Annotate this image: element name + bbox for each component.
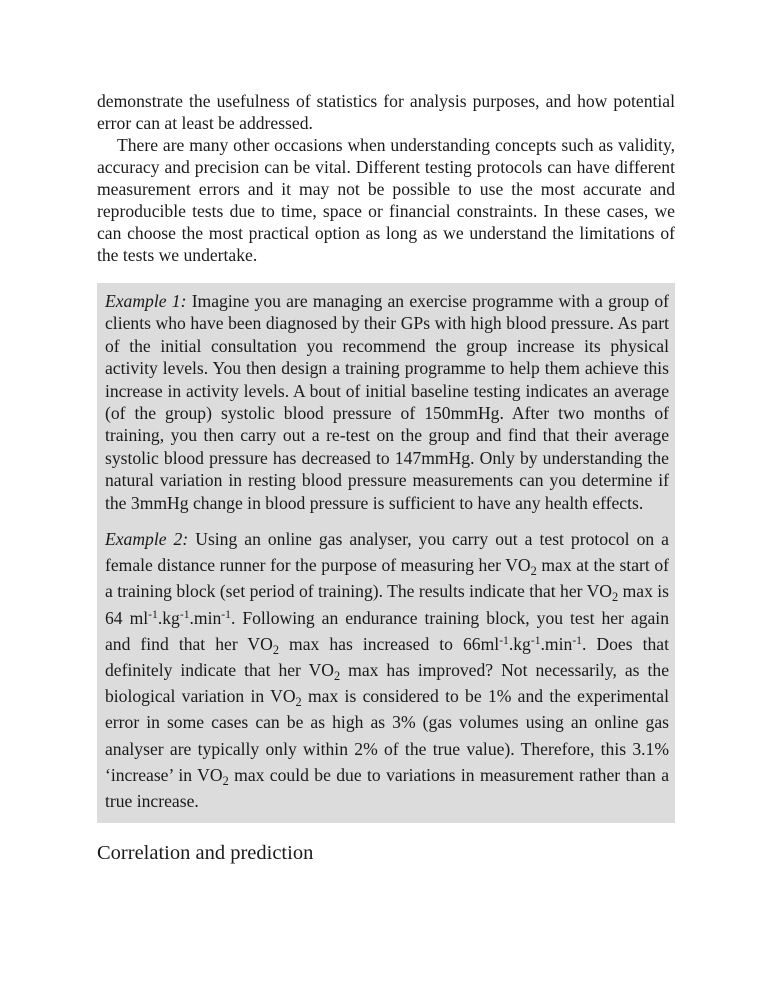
example-2-text: . Following an endurance training block, you test her again and find that her VO [105,607,669,654]
superscript-neg1: -1 [221,607,231,621]
example-2-text: max at the start of a training block (set period of training). The results indicate that her VO [105,555,670,602]
example-2 [105,526,669,814]
example-2-text: max is 64 ml [105,581,669,628]
example-2-text: max could be due to variations in measurement rather than a true increase. [105,764,669,812]
section-heading: Correlation and prediction [97,842,314,865]
examples-box [97,283,675,823]
superscript-neg1: -1 [179,607,190,621]
superscript-neg1: -1 [499,633,509,647]
page-content [97,90,675,883]
superscript-neg1: -1 [530,633,541,647]
subscript-2: 2 [530,564,537,579]
example-2-text: max is considered to be 1% and the experimental error in some cases can be as high as 3% (gas volumes using an online gas analyser are typically only within 2% of the true value). Therefore, this 3.1% ‘increase’ in VO [105,686,669,785]
example-2-text: max has improved? Not necessarily, as the biological variation in VO [105,660,669,707]
example-2-label: Example 2: [105,529,189,550]
example-2-text: Using an online gas analyser, you carry out a test protocol on a female distance runner for the purpose of measuring her VO [105,529,669,576]
superscript-neg1: -1 [148,607,158,621]
example-1-label: Example 1: [105,291,187,311]
example-2-text: .min [189,607,222,628]
subscript-2: 2 [334,669,341,684]
intro-paragraph-2: There are many other occasions when understanding concepts such as validity, accuracy and precision can be vital. Different testing protocols can have different measurement errors and it may not be possible to use the most accurate and reproducible tests due to time, space or financial constraints. In these cases, we can choose the most practical option as long as we understand the limitations of the tests we undertake. [97,135,675,265]
subscript-2: 2 [612,590,619,605]
superscript-neg1: -1 [572,633,582,647]
intro-paragraph-1: demonstrate the usefulness of statistics for analysis purposes, and how potential error can at least be addressed. [97,91,675,133]
example-2-text: .kg [157,607,180,628]
subscript-2: 2 [272,642,279,657]
example-2-text: . Does that definitely indicate that her VO [105,633,669,681]
example-2-text: .kg [508,633,531,654]
example-1 [105,290,669,514]
subscript-2: 2 [295,695,302,710]
example-1-text: Imagine you are managing an exercise programme with a group of clients who have been diagnosed by their GPs with high blood pressure. As part of the initial consultation you recommend the group increase its physical activity levels. You then design a training programme to help them achieve this increase in activity levels. A bout of initial baseline testing indicates an average (of the group) systolic blood pressure of 150mmHg. After two months of training, you then carry out a re-test on the group and find that their average systolic blood pressure has decreased to 147mmHg. Only by understanding the natural variation in resting blood pressure measurements can you determine if the 3mmHg change in blood pressure is sufficient to have any health effects. [105,291,669,513]
example-2-text: .min [540,633,573,654]
example-2-text: max has increased to 66ml [278,633,500,654]
subscript-2: 2 [222,773,229,788]
